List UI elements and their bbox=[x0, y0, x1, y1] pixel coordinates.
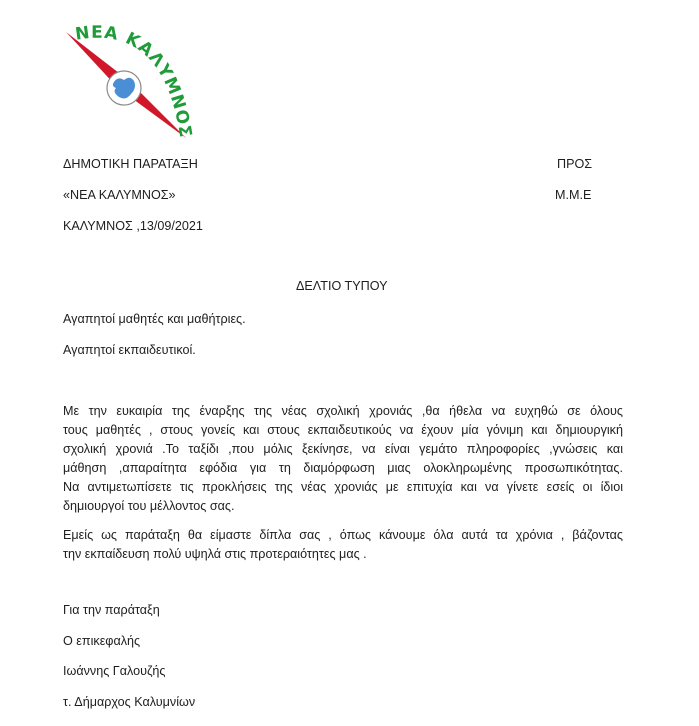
paragraph-line: Να αντιμετωπίσετε τις προκλήσεις της νέας χρονιάς με επιτυχία και να γίνετε εσείς οι ίδιοι bbox=[63, 480, 623, 494]
paragraph-line: δημιουργοί του μέλλοντος σας. bbox=[63, 499, 235, 513]
paragraph-line: τους μαθητές , στους γονείς και στους εκπαιδευτικούς να έχουν μία γόνιμη και δημιουργική bbox=[63, 423, 623, 437]
paragraph-line: την εκπαίδευση πολύ υψηλά στις προτεραιότητες μας . bbox=[63, 547, 367, 561]
paragraph-line: σχολική χρονιά .Το ταξίδι ,που μόλις ξεκίνησε, να είναι γεμάτο πληροφορίες ,γνώσεις και bbox=[63, 442, 623, 456]
logo-text: ΝΕΑ ΚΑΛΥΜΝΟΣ bbox=[74, 22, 196, 140]
signature-line-2: Ο επικεφαλής bbox=[63, 634, 141, 648]
signature-line-1: Για την παράταξη bbox=[63, 603, 160, 617]
paragraph-line: Εμείς ως παράταξη θα είμαστε δίπλα σας , όπως κάνουμε όλα αυτά τα χρόνια , βάζοντας bbox=[63, 528, 623, 542]
document-title: ΔΕΛΤΙΟ ΤΥΠΟΥ bbox=[296, 279, 388, 293]
paragraph-line: Με την ευκαιρία της έναρξης της νέας σχολική χρονιάς ,θα ήθελα να ευχηθώ σε όλους bbox=[63, 404, 623, 418]
greeting-students: Αγαπητοί μαθητές και μαθήτριες. bbox=[63, 312, 246, 326]
signature-title: τ. Δήμαρχος Καλυμνίων bbox=[63, 695, 196, 709]
recipient-label: ΠΡΟΣ bbox=[557, 157, 593, 171]
recipient: Μ.Μ.Ε bbox=[555, 188, 592, 202]
compass-logo-icon bbox=[58, 18, 198, 143]
header-left-line-2: «ΝΕΑ ΚΑΛΥΜΝΟΣ» bbox=[63, 188, 176, 202]
header-left-line-1: ΔΗΜΟΤΙΚΗ ΠΑΡΑΤΑΞΗ bbox=[63, 157, 198, 171]
logo bbox=[58, 18, 198, 143]
signature-name: Ιωάννης Γαλουζής bbox=[63, 664, 166, 678]
paragraph-2 bbox=[63, 526, 623, 564]
header-date: ΚΑΛΥΜΝΟΣ ,13/09/2021 bbox=[63, 219, 203, 233]
greeting-teachers: Αγαπητοί εκπαιδευτικοί. bbox=[63, 343, 196, 357]
paragraph-line: μάθηση ,απαραίτητα εφόδια για τη διαμόρφωση μιας ολοκληρωμένης προσωπικότητας. bbox=[63, 461, 623, 475]
paragraph-1 bbox=[63, 402, 623, 516]
